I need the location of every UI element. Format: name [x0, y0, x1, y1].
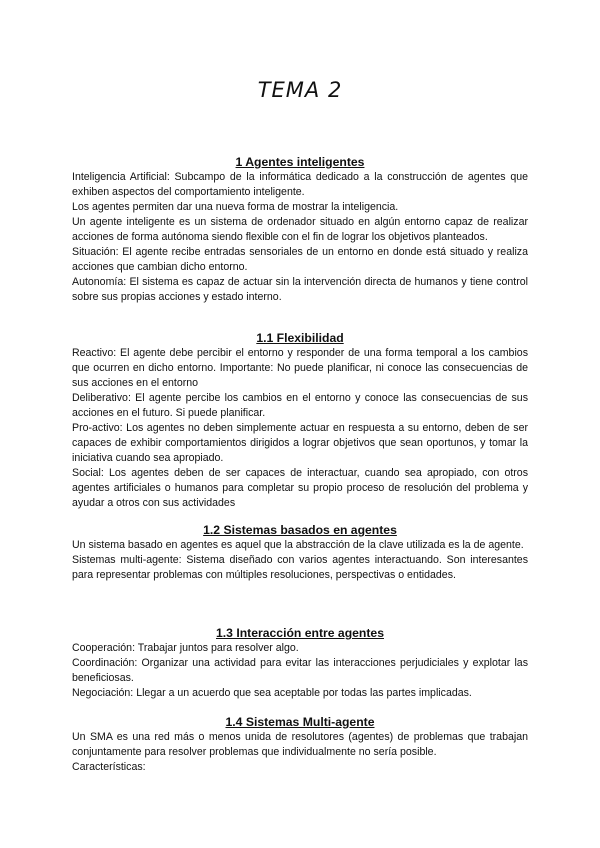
section-heading: 1.1 Flexibilidad [256, 331, 344, 345]
paragraph: Los agentes permiten dar una nueva forma de mostrar la inteligencia. [72, 201, 399, 213]
paragraph: Social: Los agentes deben de ser capaces de interactuar, cuando sea apropiado, con otros agentes artificiales o humanos para completar su propio proceso de resolución del problema y ayudar a otros con sus actividades [72, 467, 528, 509]
section-heading: 1.2 Sistemas basados en agentes [203, 523, 397, 537]
section-agentes-inteligentes [72, 155, 528, 305]
section-interaccion [72, 626, 528, 701]
section-flexibilidad [72, 331, 528, 511]
paragraph: Coordinación: Organizar una actividad para evitar las interacciones perjudiciales y explotar las beneficiosas. [72, 657, 528, 684]
paragraph: Un sistema basado en agentes es aquel que la abstracción de la clave utilizada es la de agente. [72, 539, 524, 551]
page-title: TEMA 2 [257, 78, 343, 102]
section-sistemas-basados [72, 523, 528, 583]
paragraph: Cooperación: Trabajar juntos para resolver algo. [72, 642, 299, 654]
section-heading: 1.4 Sistemas Multi-agente [225, 715, 375, 729]
paragraph: Deliberativo: El agente percibe los cambios en el entorno y conoce las consecuencias de sus acciones en el futuro. Si puede planificar. [72, 392, 528, 419]
paragraph: Situación: El agente recibe entradas sensoriales de un entorno en donde está situado y realiza acciones que cambian dicho entorno. [72, 246, 528, 273]
section-heading: 1.3 Interacción entre agentes [216, 626, 384, 640]
paragraph: Pro-activo: Los agentes no deben simplemente actuar en respuesta a su entorno, deben de ser capaces de exhibir comportamientos dirigidos a lograr objetivos que sean oportunos, y tomar la iniciativa cuando sea apropiado. [72, 422, 528, 464]
paragraph: Características: [72, 761, 146, 773]
paragraph: Autonomía: El sistema es capaz de actuar sin la intervención directa de humanos y tiene control sobre sus propias acciones y estado interno. [72, 276, 528, 303]
paragraph: Inteligencia Artificial: Subcampo de la informática dedicado a la construcción de agentes que exhiben aspectos del comportamiento inteligente. [72, 171, 528, 198]
paragraph: Un SMA es una red más o menos unida de resolutores (agentes) de problemas que trabajan conjuntamente para resolver problemas que individualmente no sería posible. [72, 731, 528, 758]
paragraph: Sistemas multi-agente: Sistema diseñado con varios agentes interactuando. Son interesantes para representar problemas con múltiples resoluciones, perspectivas o entidades. [72, 554, 528, 581]
section-heading: 1 Agentes inteligentes [235, 155, 365, 169]
paragraph: Negociación: Llegar a un acuerdo que sea aceptable por todas las partes implicadas. [72, 687, 472, 699]
section-sistemas-multiagente [72, 715, 528, 775]
paragraph: Reactivo: El agente debe percibir el entorno y responder de una forma temporal a los cambios que ocurren en dicho entorno. Importante: No puede planificar, ni conoce las consecuencias de sus acciones en el entorno [72, 347, 528, 389]
paragraph: Un agente inteligente es un sistema de ordenador situado en algún entorno capaz de realizar acciones de forma autónoma siendo flexible con el fin de lograr los objetivos planteados. [72, 216, 528, 243]
